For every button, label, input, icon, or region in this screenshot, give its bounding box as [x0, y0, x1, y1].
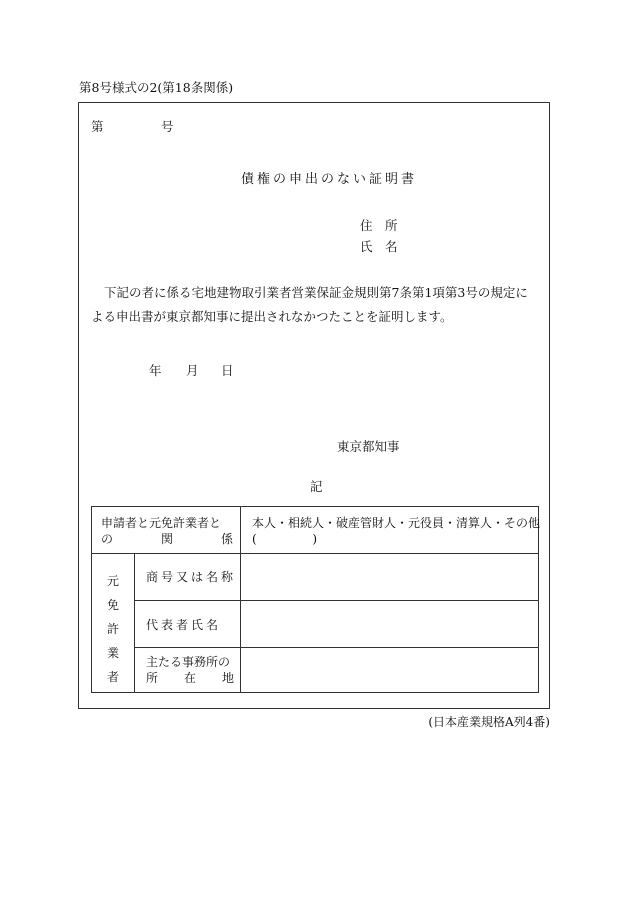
address-label: 住 所 — [360, 218, 398, 233]
details-table — [91, 506, 539, 693]
date-day: 日 — [221, 363, 234, 378]
office-location-value[interactable] — [241, 648, 538, 692]
relation-options: 本人・相続人・破産管財人・元役員・清算人・その他 ( ) — [252, 516, 541, 546]
office-location-label: 主たる事務所の 所 在 地 — [146, 655, 234, 685]
representative-label: 代表者氏名 — [146, 618, 222, 632]
relation-label-line2: の 関 係 — [101, 532, 233, 546]
document-title: 債権の申出のない証明書 — [241, 172, 418, 187]
relation-label — [101, 515, 233, 547]
certificate-frame — [78, 102, 550, 709]
issuer: 東京都知事 — [337, 439, 400, 454]
former-licensee-label: 元 免 許 業 者 — [106, 574, 119, 684]
form-number: 第8号様式の2(第18条関係) — [79, 80, 234, 95]
relation-other-parens: ( ) — [252, 532, 318, 546]
paper-size-note: (日本産業規格A列4番) — [428, 715, 550, 729]
trade-name-label: 商号又は名称 — [146, 570, 237, 584]
relation-label-line1: 申請者と元免許業者と — [101, 516, 222, 530]
trade-name-value[interactable] — [241, 554, 538, 600]
certificate-body: 下記の者に係る宅地建物取引業者営業保証金規則第7条第1項第3号の規定による申出書が東京都知事に提出されなかつたことを証明します。 — [91, 285, 528, 324]
name-label: 氏 名 — [360, 239, 398, 254]
note-heading: 記 — [310, 479, 323, 494]
representative-value[interactable] — [241, 601, 538, 647]
number-suffix: 号 — [161, 119, 174, 134]
date-year: 年 — [149, 363, 162, 378]
number-prefix: 第 — [91, 119, 104, 134]
date-month: 月 — [186, 363, 199, 378]
